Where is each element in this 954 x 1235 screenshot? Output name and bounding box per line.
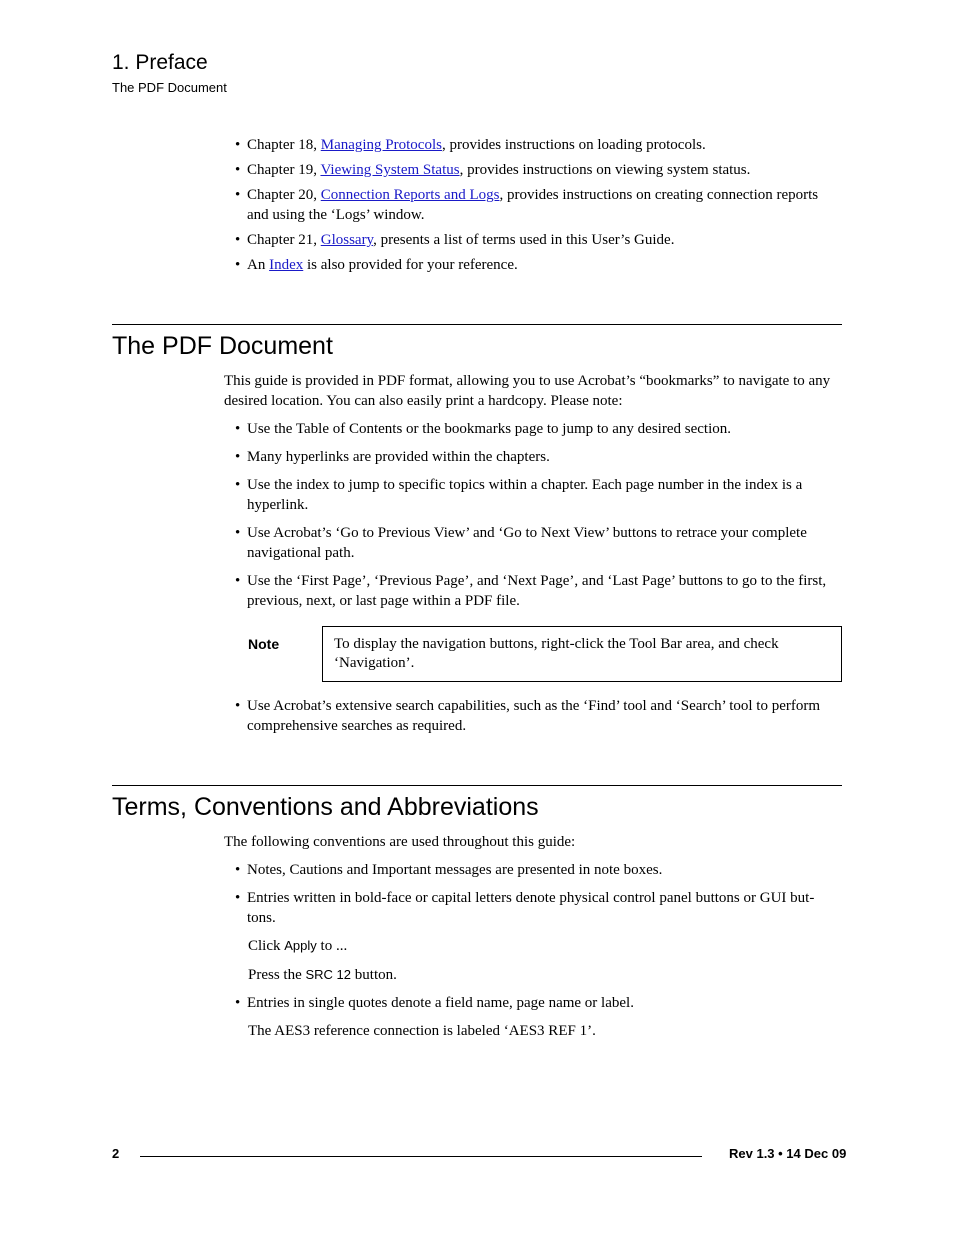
example-text: Click <box>248 938 285 954</box>
bullet-glyph: • <box>235 257 241 273</box>
running-section-title: The PDF Document <box>112 80 227 95</box>
bullet-glyph: • <box>235 232 241 248</box>
section-divider <box>112 785 842 786</box>
list-item <box>224 696 842 736</box>
terms-list-2 <box>224 993 842 1021</box>
item-suffix: , provides instructions on loading protocols. <box>441 137 706 153</box>
bullet-glyph: • <box>235 477 241 493</box>
pdf-tips-list <box>224 419 842 619</box>
list-item <box>224 993 842 1013</box>
list-item <box>224 135 842 155</box>
list-item <box>224 255 842 275</box>
link-managing-protocols[interactable]: Managing Protocols <box>320 137 442 153</box>
list-item <box>224 419 842 439</box>
bullet-glyph: • <box>235 421 241 437</box>
gui-term-apply: Apply <box>284 938 317 953</box>
example-click-apply <box>248 936 347 956</box>
bullet-glyph: • <box>235 862 241 878</box>
gui-term-src-12: SRC 12 <box>305 967 352 982</box>
bullet-glyph: • <box>235 187 241 203</box>
list-item <box>224 888 842 928</box>
item-suffix: , presents a list of terms used in this User’s Guide. <box>373 232 675 248</box>
item-suffix: is also provided for your reference. <box>303 257 518 273</box>
section-divider <box>112 324 842 325</box>
section-heading-terms: Terms, Conventions and Abbreviations <box>112 793 539 821</box>
bullet-glyph: • <box>235 995 241 1011</box>
page-number: 2 <box>112 1146 120 1161</box>
link-viewing-system-status[interactable]: Viewing System Status <box>320 162 460 178</box>
bullet-glyph: • <box>235 698 241 714</box>
example-text: button. <box>351 967 397 983</box>
item-text: Use Acrobat’s extensive search capabilities, such as the ‘Find’ tool and ‘Search’ tool to perform comprehensive searches as required. <box>247 698 821 734</box>
example-text: Press the <box>248 967 306 983</box>
note-label: Note <box>248 636 280 652</box>
item-prefix: Chapter 19, <box>247 162 321 178</box>
example-press-src <box>248 965 397 985</box>
item-prefix: Chapter 20, <box>247 187 321 203</box>
item-suffix: , provides instructions on creating connection reports and using the ‘Logs’ window. <box>247 187 819 223</box>
bullet-glyph: • <box>235 449 241 465</box>
example-text: to ... <box>316 938 348 954</box>
item-prefix: Chapter 18, <box>247 137 321 153</box>
pdf-search-list <box>224 696 842 744</box>
item-text: Use the ‘First Page’, ‘Previous Page’, and ‘Next Page’, and ‘Last Page’ buttons to go to the first, previous, next, or last page within a PDF file. <box>247 573 827 609</box>
item-suffix: , provides instructions on viewing system status. <box>459 162 751 178</box>
bullet-glyph: • <box>235 573 241 589</box>
link-connection-reports-and-logs[interactable]: Connection Reports and Logs <box>320 187 500 203</box>
list-item <box>224 860 842 880</box>
item-text: Notes, Cautions and Important messages are presented in note boxes. <box>247 862 663 878</box>
bullet-glyph: • <box>235 162 241 178</box>
item-text: Entries written in bold-face or capital letters denote physical control panel buttons or GUI but-tons. <box>247 890 815 926</box>
list-item <box>224 523 842 563</box>
bullet-glyph: • <box>235 890 241 906</box>
chapter-list <box>224 135 842 280</box>
list-item <box>224 185 842 225</box>
terms-intro-paragraph: The following conventions are used throughout this guide: <box>224 834 576 850</box>
link-index[interactable]: Index <box>269 257 304 273</box>
pdf-intro-paragraph: This guide is provided in PDF format, allowing you to use Acrobat’s “bookmarks” to navigate to any desired location. You can also easily print a hardcopy. Please note: <box>224 373 831 409</box>
list-item <box>224 571 842 611</box>
item-text: Entries in single quotes denote a field name, page name or label. <box>247 995 634 1011</box>
example-aes3: The AES3 reference connection is labeled ‘AES3 REF 1’. <box>248 1023 596 1039</box>
chapter-title: 1. Preface <box>112 51 208 74</box>
item-prefix: Chapter 21, <box>247 232 321 248</box>
item-prefix: An <box>247 257 270 273</box>
item-text: Use the Table of Contents or the bookmarks page to jump to any desired section. <box>247 421 731 437</box>
bullet-glyph: • <box>235 137 241 153</box>
list-item <box>224 230 842 250</box>
note-box: To display the navigation buttons, right-click the Tool Bar area, and check ‘Navigation’. <box>322 626 842 682</box>
section-heading-pdf-document: The PDF Document <box>112 332 333 360</box>
revision-label: Rev 1.3 • 14 Dec 09 <box>729 1146 847 1161</box>
terms-list-1 <box>224 860 842 936</box>
footer-divider <box>140 1156 702 1157</box>
item-text: Many hyperlinks are provided within the chapters. <box>247 449 550 465</box>
bullet-glyph: • <box>235 525 241 541</box>
list-item <box>224 447 842 467</box>
item-text: Use the index to jump to specific topics within a chapter. Each page number in the index is a hyperlink. <box>247 477 803 513</box>
link-glossary[interactable]: Glossary <box>320 232 374 248</box>
list-item <box>224 160 842 180</box>
list-item <box>224 475 842 515</box>
item-text: Use Acrobat’s ‘Go to Previous View’ and ‘Go to Next View’ buttons to retrace your complete navigational path. <box>247 525 807 561</box>
